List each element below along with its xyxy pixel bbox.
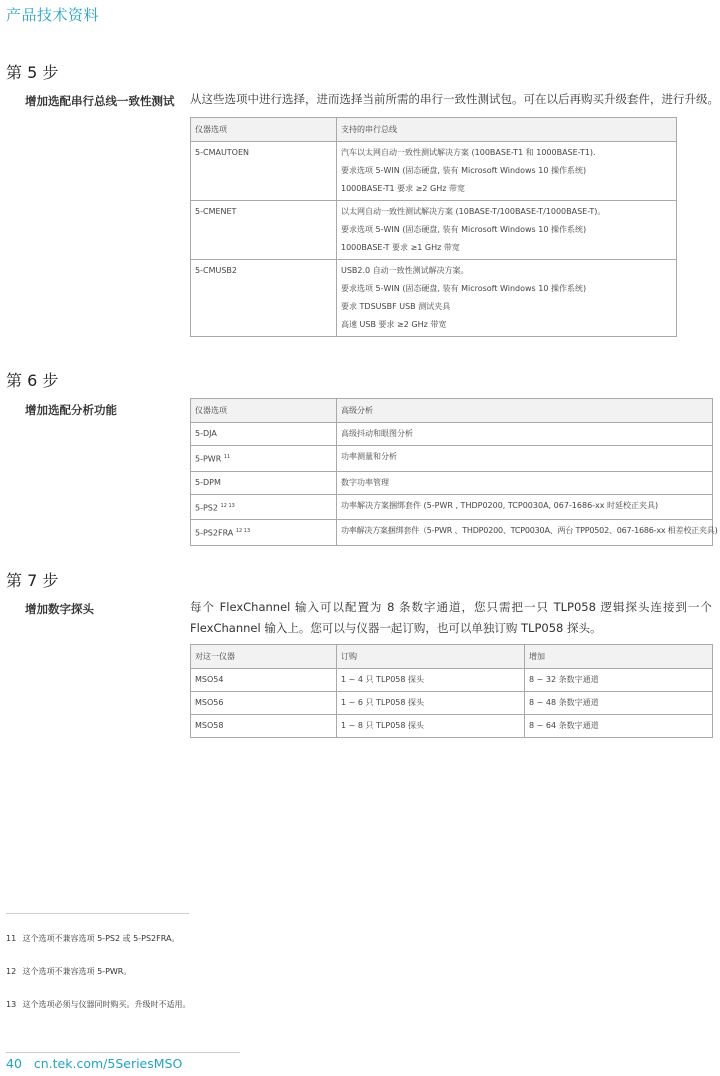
column-header: 订购 [337, 645, 525, 669]
cell-line: 以太网自动一致性测试解决方案 (10BASE-T/100BASE-T/1000BASE-T)。 [341, 207, 606, 216]
footnote-number: 13 [6, 1000, 17, 1009]
description-cell: 数字功率管理 [337, 471, 713, 494]
page-number: 40 [6, 1056, 22, 1071]
table-row [191, 260, 677, 337]
option-cell [191, 471, 337, 494]
cell-line: 要求选项 5-WIN (固态硬盘, 装有 Microsoft Windows 10 操作系统) [341, 225, 587, 234]
column-header: 高级分析 [337, 399, 713, 423]
option-name: 5-PWR [195, 454, 222, 464]
column-header: 对这一仪器 [191, 645, 337, 669]
table-header-row [191, 399, 713, 423]
footnote-number: 11 [6, 934, 17, 943]
adds-cell: 8 ~ 48 条数字通道 [525, 692, 713, 715]
option-name: 5-DPM [195, 477, 221, 487]
option-cell [191, 446, 337, 472]
table-row [191, 423, 713, 446]
table-row [191, 446, 713, 472]
option-cell: 5-CMENET [191, 201, 337, 260]
step6-table [190, 398, 718, 546]
table-row [191, 715, 713, 738]
option-name: 5-PS2 [195, 503, 218, 513]
instrument-cell: MSO56 [191, 692, 337, 715]
description-cell [337, 260, 677, 337]
column-header: 仪器选项 [191, 399, 337, 423]
table-row [191, 494, 713, 520]
table-row [191, 692, 713, 715]
option-name: 5-PS2FRA [195, 528, 234, 538]
option-cell [191, 520, 337, 546]
instrument-cell: MSO54 [191, 669, 337, 692]
cell-line: 高速 USB 要求 ≥2 GHz 带宽 [341, 320, 447, 329]
option-cell [191, 494, 337, 520]
step7-table [190, 644, 713, 738]
step7-heading: 第 7 步 [6, 571, 59, 590]
footnote-text: 这个选项不兼容选项 5-PWR。 [22, 967, 132, 976]
step6-heading: 第 6 步 [6, 371, 59, 390]
description-cell: 高级抖动和眼图分析 [337, 423, 713, 446]
cell-line: USB2.0 自动一致性测试解决方案。 [341, 266, 469, 275]
table-row [191, 471, 713, 494]
table-row [191, 201, 677, 260]
table-header-row [191, 118, 677, 142]
footnote-ref: 11 [223, 454, 231, 460]
page-footer [6, 1056, 182, 1071]
description-cell: 功率解决方案捆绑套件 (5-PWR , THDP0200, TCP0030A, 067-1686-xx 时延校正夹具) [337, 494, 713, 520]
footer-divider [6, 1052, 240, 1053]
table-row [191, 520, 713, 546]
step5-description: 从这些选项中进行选择，进而选择当前所需的串行一致性测试包。可在以后再购买升级套件，进行升级。 [190, 92, 719, 106]
option-cell: 5-CMAUTOEN [191, 142, 337, 201]
document-header: 产品技术资料 [6, 6, 100, 24]
order-cell: 1 ~ 8 只 TLP058 探头 [337, 715, 525, 738]
cell-line: 汽车以太网自动一致性测试解决方案 (100BASE-T1 和 1000BASE-T1). [341, 148, 596, 157]
footnote-divider [6, 913, 189, 914]
description-cell: 功率解决方案捆绑套件（5-PWR 、THDP0200、TCP0030A、两台 TPP0502、067-1686-xx 相差校正夹具) [337, 520, 713, 546]
cell-line: 1000BASE-T 要求 ≥1 GHz 带宽 [341, 243, 460, 252]
step5-table [190, 117, 677, 337]
adds-cell: 8 ~ 32 条数字通道 [525, 669, 713, 692]
option-cell: 5-CMUSB2 [191, 260, 337, 337]
order-cell: 1 ~ 6 只 TLP058 探头 [337, 692, 525, 715]
cell-line: 要求 TDSUSBF USB 测试夹具 [341, 302, 451, 311]
footnote-number: 12 [6, 967, 17, 976]
instrument-cell: MSO58 [191, 715, 337, 738]
description-cell [337, 142, 677, 201]
step5-heading: 第 5 步 [6, 63, 59, 82]
footnote [6, 999, 191, 1010]
order-cell: 1 ~ 4 只 TLP058 探头 [337, 669, 525, 692]
footnote-text: 这个选项不兼容选项 5-PS2 或 5-PS2FRA。 [22, 934, 180, 943]
description-cell [337, 201, 677, 260]
footnote [6, 933, 179, 944]
footer-url[interactable]: cn.tek.com/5SeriesMSO [33, 1056, 183, 1071]
footnote-ref: 12 13 [235, 528, 251, 535]
column-header: 支持的串行总线 [337, 118, 677, 142]
adds-cell: 8 ~ 64 条数字通道 [525, 715, 713, 738]
cell-line: 1000BASE-T1 要求 ≥2 GHz 带宽 [341, 184, 465, 193]
table-row [191, 142, 677, 201]
footnote [6, 966, 131, 977]
description-cell: 功率测量和分析 [337, 446, 713, 472]
step7-label: 增加数字探头 [25, 602, 94, 616]
cell-line: 要求选项 5-WIN (固态硬盘, 装有 Microsoft Windows 10 操作系统) [341, 284, 587, 293]
table-row [191, 669, 713, 692]
cell-line: 要求选项 5-WIN (固态硬盘, 装有 Microsoft Windows 10 操作系统) [341, 166, 587, 175]
footnote-ref: 12 13 [220, 502, 235, 509]
option-cell [191, 423, 337, 446]
column-header: 增加 [525, 645, 713, 669]
column-header: 仪器选项 [191, 118, 337, 142]
footnote-text: 这个选项必须与仪器同时购买。升级时不适用。 [22, 1000, 191, 1009]
step6-label: 增加选配分析功能 [25, 403, 117, 417]
option-name: 5-DJA [195, 429, 217, 438]
step5-label: 增加选配串行总线一致性测试 [25, 94, 175, 108]
step7-description: 每个 FlexChannel 输入可以配置为 8 条数字通道，您只需把一只 TLP058 逻辑探头连接到一个 FlexChannel 输入上。您可以与仪器一起订购，也可以单独订购 TLP058 探头。 [190, 600, 712, 635]
table-header-row [191, 645, 713, 669]
